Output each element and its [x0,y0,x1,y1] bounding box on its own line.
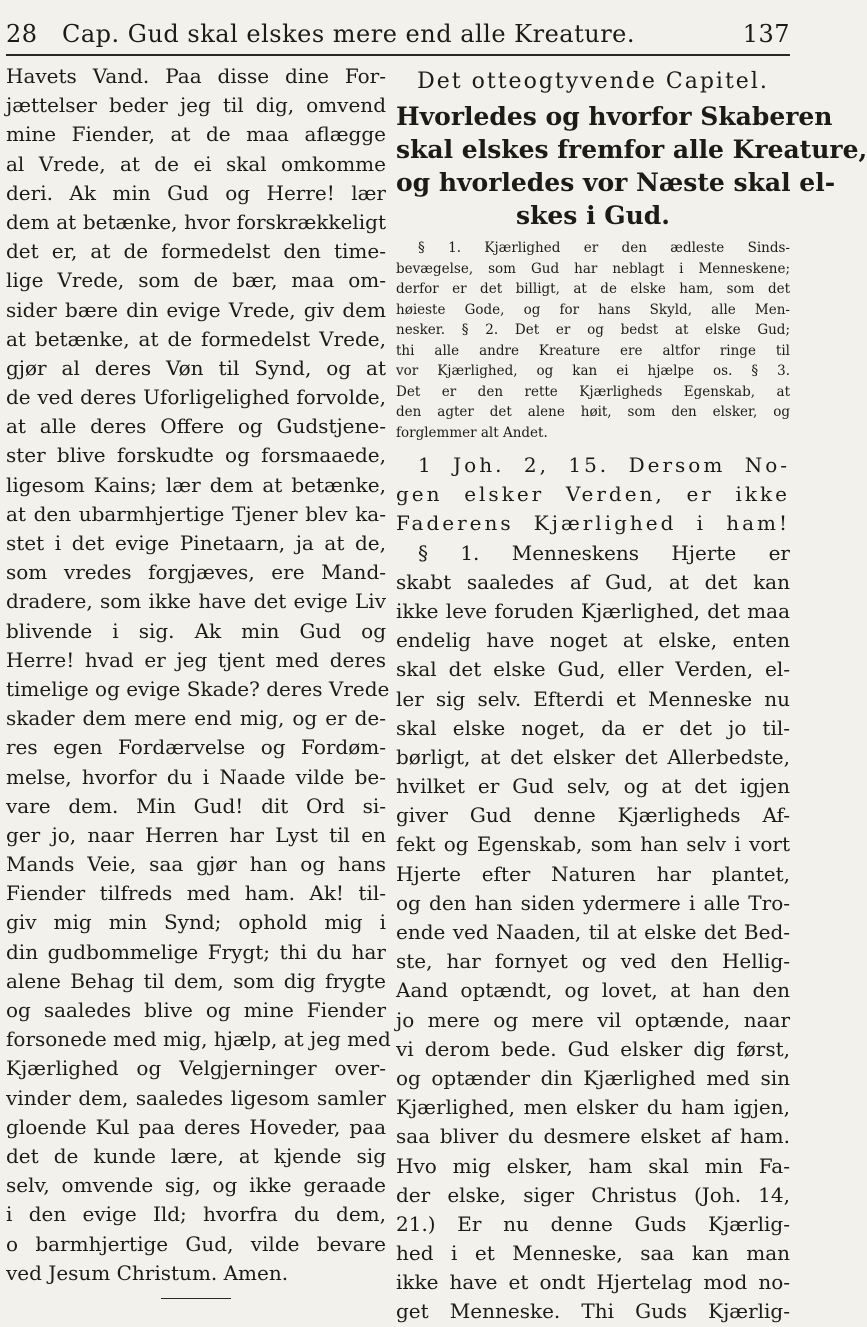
text-line: i den evige Ild; hvorfra du dem, [6,1202,386,1227]
summary-line: bevægelse, som Gud har neblagt i Menneskene; [396,260,790,277]
text-line: o barmhjertige Gud, vilde bevare [6,1231,386,1256]
text-line: gloende Kul paa deres Hoveder, paa [6,1114,386,1139]
summary-line: § 1. Kjærlighed er den ædleste Sinds- [418,240,790,256]
text-line: der elske, siger Christus (Joh. 14, [396,1182,790,1207]
text-line: jættelser beder jeg til dig, omvend [6,93,386,118]
chapter-summary [396,238,790,443]
text-line: ler sig selv. Efterdi et Menneske nu [396,686,790,711]
text-line: deri. Ak min Gud og Herre! lær [6,180,386,205]
text-line: ved Jesum Christum. Amen. [6,1260,289,1285]
text-line: alene Behag til dem, som dig frygte [6,968,386,993]
text-line: skal det elske Gud, eller Verden, el- [396,657,790,682]
text-line: og den han siden ydermere i alle Tro- [396,890,790,915]
text-line: dradere, som ikke have det evige Liv [6,589,386,614]
text-line: hvilket er Gud selv, og at det igjen [396,774,790,799]
text-line: ster blive forskudte og forsmaaede, [6,443,386,468]
text-line: Hjerte efter Naturen har plantet, [396,861,790,886]
text-line: Aand optændt, og lovet, at han den [396,978,790,1003]
summary-line: thi alle andre Kreature ere altfor ringe til [396,342,790,359]
text-line: get Menneske. Thi Guds Kjærlig- [396,1299,790,1324]
text-line: al Vrede, at de ei skal omkomme [6,151,386,176]
text-line: dem at betænke, hvor forskrækkeligt [6,209,386,234]
text-line: og optænder din Kjærlighed med sin [396,1065,790,1090]
heading-line: skal elskes fremfor alle Kreature, [396,135,867,164]
chapter-title: Det otteogtyvende Capitel. [417,69,769,94]
text-line: 21.) Er nu denne Guds Kjærlig- [396,1211,790,1236]
text-line: det de kunde lære, at kjende sig [6,1143,386,1168]
summary-line: Det er den rette Kjærligheds Egenskab, at [396,383,790,400]
text-line: at betænke, at de formedelst Vrede, [6,326,386,351]
page-number-right: 137 [742,20,790,48]
text-line: ikke leve foruden Kjærlighed, det maa [396,598,790,623]
header-rule [6,54,790,56]
text-line: gen elsker Verden, er ikke [396,482,790,507]
text-line: gjør al deres Vøn til Synd, og at [6,355,386,380]
text-line: ligesom Kains; lær dem at betænke, [6,472,386,497]
text-line: jo mere og mere vil optænde, naar [396,1007,790,1032]
text-line: melse, hvorfor du i Naade vilde be- [6,764,386,789]
text-line: Fiender tilfreds med ham. Ak! til- [6,881,386,906]
text-line: ikke have et ondt Hjertelag mod no- [396,1270,790,1295]
text-line: som vredes forgjæves, ere Mand- [6,560,386,585]
text-line: din gudbommelige Frygt; thi du har [6,939,386,964]
text-line: Faderens Kjærlighed i ham! [396,511,790,536]
summary-line: derfor er det billigt, at de elske ham, som det [396,281,790,297]
text-line: 1 Joh. 2, 15. Dersom No- [418,453,790,477]
text-line: selv, omvende sig, og ikke geraade [6,1173,386,1198]
text-line: Herre! hvad er jeg tjent med deres [6,647,386,672]
page-header [6,14,790,54]
text-line: Mands Veie, saa gjør han og hans [6,852,386,877]
end-rule [161,1298,231,1299]
summary-line: nesker. § 2. Det er og bedst at elske Gud; [396,322,790,338]
summary-line: høieste Gode, og for hans Skyld, alle Men- [396,301,790,318]
text-line: endelig have noget at elske, enten [396,628,790,653]
text-line: de ved deres Uforligelighed forvolde, [6,385,386,410]
text-line: Kjærlighed, men elsker du ham igjen, [396,1095,790,1120]
text-line: vi derom bede. Gud elsker dig først, [396,1036,790,1061]
text-line: børligt, at det elsker det Allerbedste, [396,744,790,769]
text-line: skal elske noget, da er det jo til- [396,715,790,740]
text-line: skabt saaledes af Gud, at det kan [396,569,790,594]
left-column [6,62,391,1299]
text-line: vare dem. Min Gud! dit Ord si- [6,793,386,818]
heading-line: Hvorledes og hvorfor Skaberen [396,102,833,131]
page-number-left: 28 [6,20,38,48]
text-line: hed i et Menneske, saa kan man [396,1241,790,1266]
text-line: fekt og Egenskab, som han selv i vort [396,832,790,857]
text-line: Havets Vand. Paa disse dine For- [6,64,386,88]
text-line: res egen Fordærvelse og Fordøm- [6,735,386,760]
text-line: Kjærlighed og Velgjerninger over- [6,1056,386,1081]
text-line: giver Gud denne Kjærligheds Af- [396,803,790,828]
text-line: ende ved Naaden, til at elske det Bed- [396,920,790,944]
summary-line: forglemmer alt Andet. [396,424,548,441]
text-line: giv mig min Synd; ophold mig i [6,910,386,935]
text-line: mine Fiender, at de maa aflægge [6,122,386,147]
right-column [396,62,867,1327]
text-line: Hvo mig elsker, ham skal min Fa- [396,1153,790,1178]
text-line: timelige og evige Skade? deres Vrede [6,676,390,701]
heading-line: skes i Gud. [516,201,670,230]
heading-line: og hvorledes vor Næste skal el- [396,168,836,197]
text-line: ger jo, naar Herren har Lyst til en [6,822,386,847]
running-title: Cap. Gud skal elskes mere end alle Kreature. [62,20,636,48]
summary-line: vor Kjærlighed, og kan ei hjælpe os. § 3. [396,363,790,379]
right-body [396,451,790,1327]
text-line: vinder dem, saaledes ligesom samler [6,1085,386,1110]
text-line: forsonede med mig, hjælp, at jeg med [6,1027,391,1052]
text-line: stet i det evige Pinetaarn, ja at de, [6,531,386,555]
text-line: at alle deres Offere og Gudstjene- [6,414,386,439]
text-line: saa bliver du desmere elsket af ham. [396,1124,790,1149]
text-line: og saaledes blive og mine Fiender [6,998,386,1022]
text-line: lige Vrede, som de bær, maa om- [6,268,386,293]
text-line: § 1. Menneskens Hjerte er [418,540,790,565]
text-line: sider bære din evige Vrede, giv dem [6,297,386,322]
text-line: ste, har fornyet og ved den Hellig- [396,949,790,974]
text-line: skader dem mere end mig, og er de- [6,706,386,731]
text-line: blivende i sig. Ak min Gud og [6,618,386,643]
summary-line: den agter det alene høit, som den elsker, og [396,404,790,420]
chapter-heading [396,100,867,232]
text-line: at den ubarmhjertige Tjener blev ka- [6,501,386,526]
text-line: det er, at de formedelst den time- [6,239,386,264]
